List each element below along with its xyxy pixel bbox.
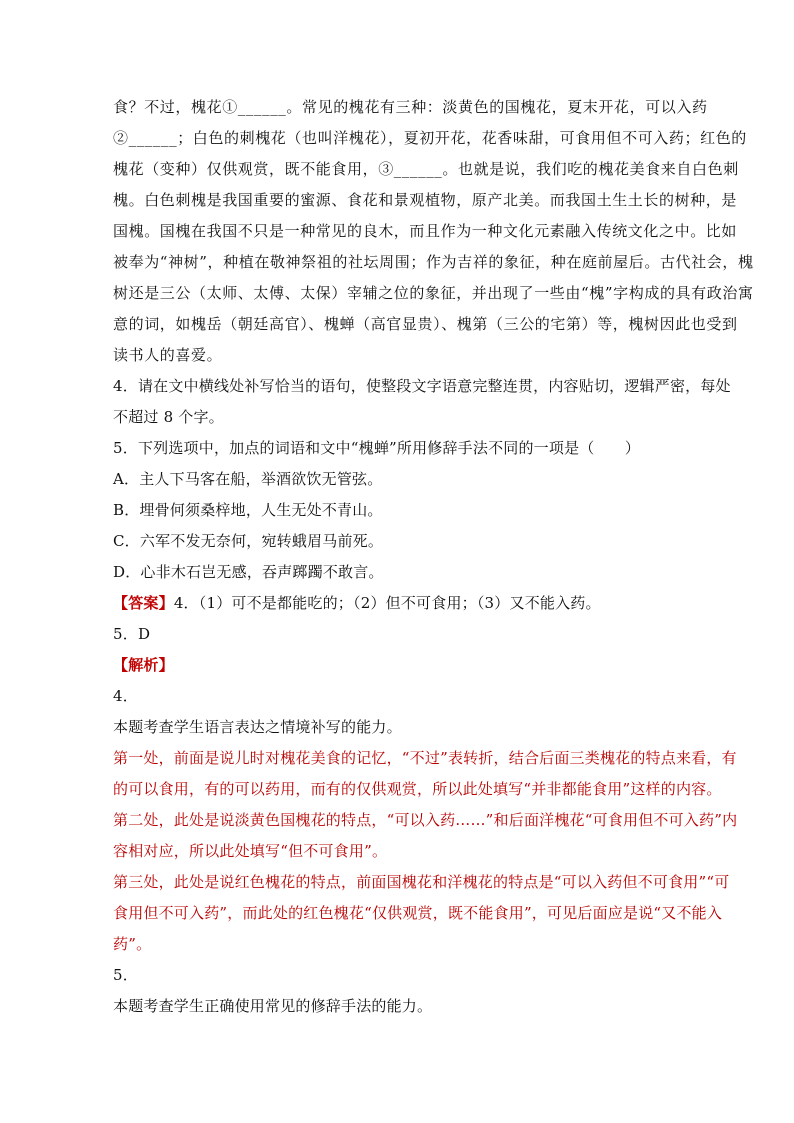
passage-line: 树还是三公（太师、太傅、太保）宰辅之位的象征，并出现了一些由“槐”字构成的具有政治寓 xyxy=(113,284,754,302)
analysis-point-2-cont: 容相对应，所以此处填写“但不可食用”。 xyxy=(113,842,388,860)
analysis-intro-5: 本题考查学生正确使用常见的修辞手法的能力。 xyxy=(113,997,433,1015)
passage-line: ②______；白色的刺槐花（也叫洋槐花），夏初开花，花香味甜，可食用但不可入药；红色的 xyxy=(113,129,747,147)
reading-passage xyxy=(113,92,754,371)
analysis-point-3: 第三处，此处是说红色槐花的特点，前面国槐花和洋槐花的特点是“可以入药但不可食用”“可 xyxy=(113,873,730,891)
document-content xyxy=(113,92,754,1022)
passage-line: 槐花（变种）仅供观赏，既不能食用，③______。也就是说，我们吃的槐花美食来自白色刺 xyxy=(113,160,739,178)
analysis-intro-4: 本题考查学生语言表达之情境补写的能力。 xyxy=(113,718,402,736)
question-4: 4．请在文中横线处补写恰当的语句，使整段文字语意完整连贯，内容贴切，逻辑严密，每处 xyxy=(113,377,731,395)
analysis-point-1: 第一处，前面是说儿时对槐花美食的记忆，“不过”表转折，结合后面三类槐花的特点来看，有 xyxy=(113,749,737,767)
analysis-label: 【解析】 xyxy=(113,656,174,674)
option-c: C．六军不发无奈何，宛转蛾眉马前死。 xyxy=(113,532,384,550)
option-d: D．心非木石岂无感，吞声踯躅不敢言。 xyxy=(113,563,384,581)
passage-line: 食？不过，槐花①______。常见的槐花有三种：淡黄色的国槐花，夏末开花，可以入药 xyxy=(113,98,708,116)
passage-line: 槐。白色刺槐是我国重要的蜜源、食花和景观植物，原产北美。而我国土生土长的树种，是 xyxy=(113,191,738,209)
option-b: B．埋骨何须桑梓地，人生无处不青山。 xyxy=(113,501,383,519)
analysis-number-4: 4． xyxy=(113,687,138,705)
analysis-point-2: 第二处，此处是说淡黄色国槐花的特点，“可以入药……”和后面洋槐花“可食用但不可入药”内 xyxy=(113,811,738,829)
question-4-cont: 不超过 8 个字。 xyxy=(113,408,224,426)
passage-line: 读书人的喜爱。 xyxy=(113,346,223,364)
answer-line xyxy=(113,588,681,619)
analysis-point-3-end: 药”。 xyxy=(113,935,152,953)
answer-text: 4．（1）可不是都能吃的；（2）但不可食用；（3）又不能入药。 xyxy=(173,594,601,612)
passage-line: 被奉为“神树”，种植在敬神祭祖的社坛周围；作为吉祥的象征，种在庭前屋后。古代社会，槐 xyxy=(113,253,754,271)
analysis-number-5: 5． xyxy=(113,966,138,984)
answer-label: 【答案】 xyxy=(113,594,174,612)
analysis-point-3-cont: 食用但不可入药”，而此处的红色槐花“仅供观赏，既不能食用”，可见后面应是说“又不能入 xyxy=(113,904,723,922)
option-a: A．主人下马客在船，举酒欲饮无管弦。 xyxy=(113,470,383,488)
passage-line: 意的词，如槐岳（朝廷高官）、槐蝉（高官显贵）、槐第（三公的宅第）等，槐树因此也受到 xyxy=(113,315,738,333)
question-5: 5．下列选项中，加点的词语和文中“槐蝉”所用修辞手法不同的一项是（ ） xyxy=(113,439,641,457)
answer-line-2: 5．D xyxy=(113,625,151,643)
analysis-point-1-cont: 的可以食用，有的可以药用，而有的仅供观赏，所以此处填写“并非都能食用”这样的内容。 xyxy=(113,780,722,798)
passage-line: 国槐。国槐在我国不只是一种常见的良木，而且作为一种文化元素融入传统文化之中。比如 xyxy=(113,222,738,240)
